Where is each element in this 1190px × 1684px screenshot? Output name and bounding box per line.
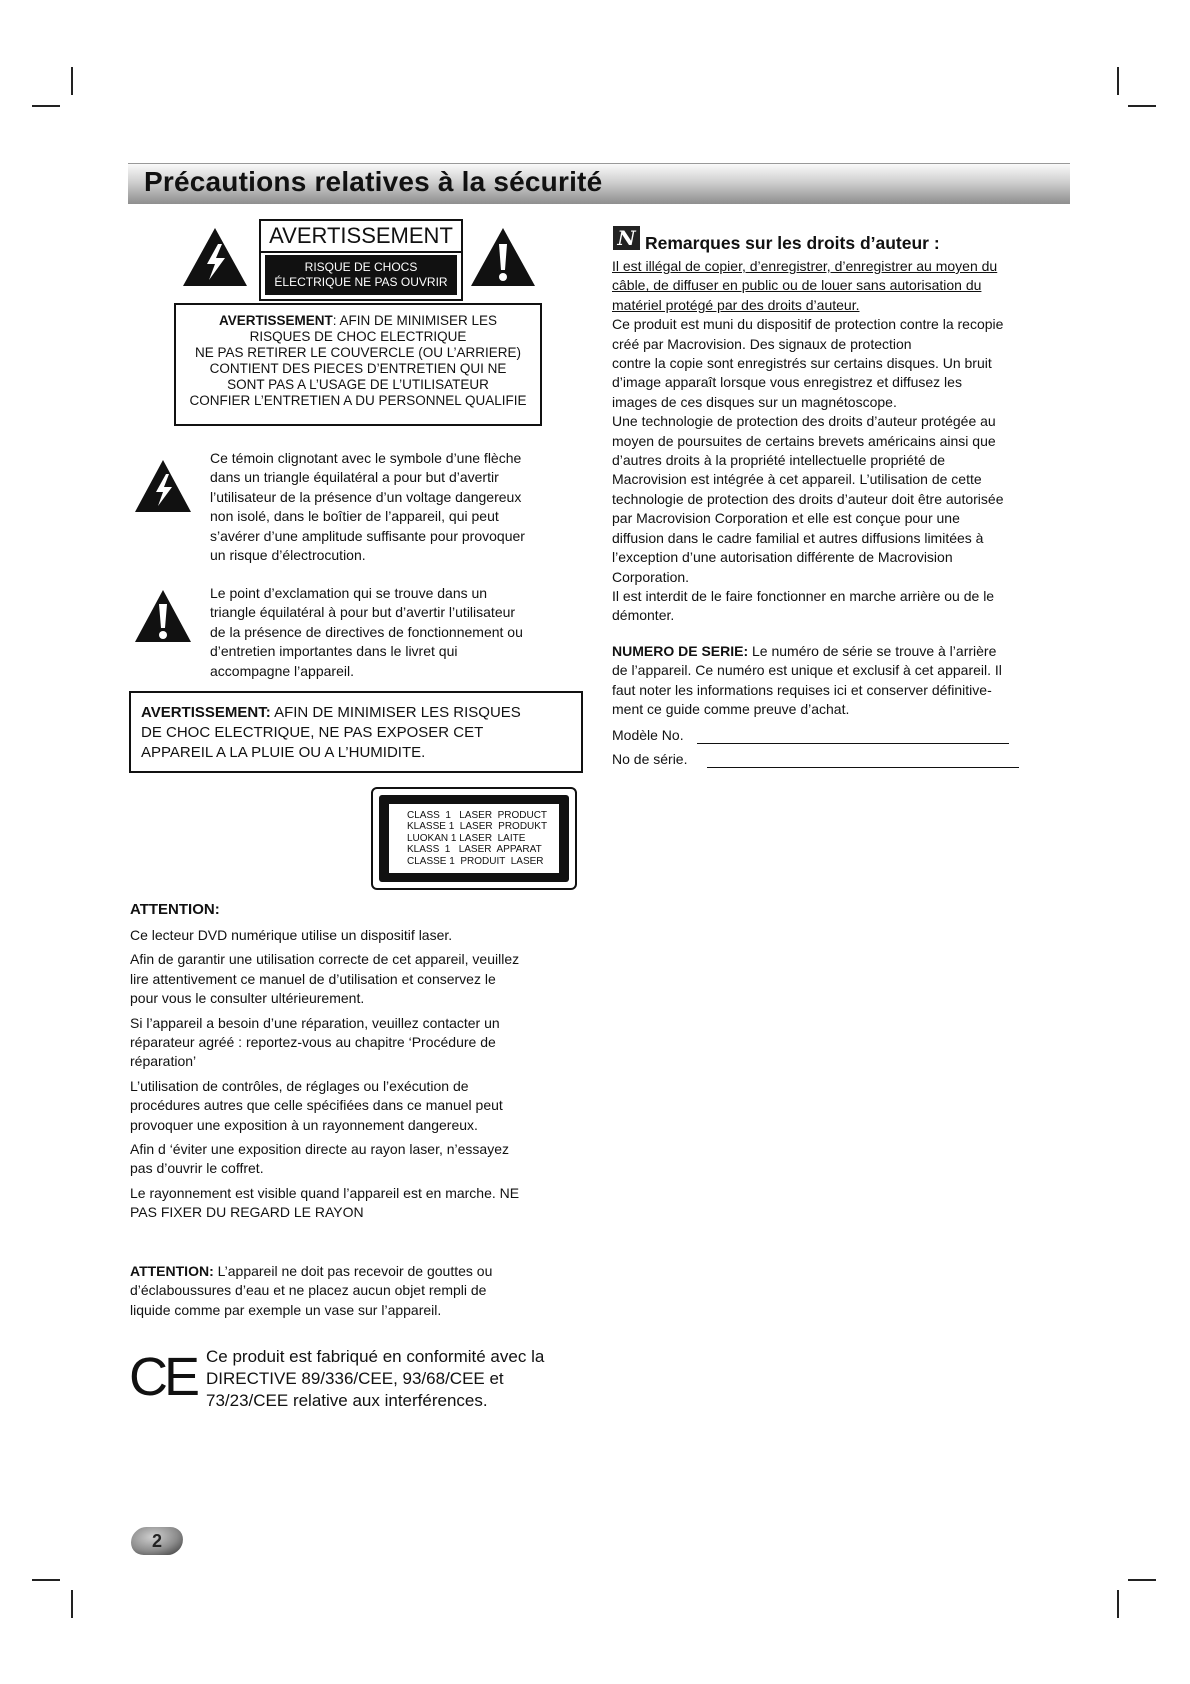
text-line: pas d’ouvrir le coffret. xyxy=(130,1160,264,1177)
serial-number-field[interactable] xyxy=(612,750,1022,769)
text-line: un risque d’électrocution. xyxy=(210,547,366,564)
warning-label-line: ÉLECTRIQUE NE PAS OUVRIR xyxy=(274,275,448,289)
warning-box-line: CONFIER L’ENTRETIEN A DU PERSONNEL QUALIFIE xyxy=(189,393,527,408)
crop-mark xyxy=(71,1590,73,1618)
crop-mark xyxy=(1128,105,1156,107)
text-line: L’utilisation de contrôles, de réglages ou l’exécution de xyxy=(130,1077,469,1094)
text-line: d’entretien importantes dans le livret qui xyxy=(210,643,458,660)
text-line: Afin de garantir une utilisation correcte de cet appareil, veuillez xyxy=(130,951,520,968)
warning-box-line: NE PAS RETIRER LE COUVERCLE (OU L’ARRIERE) xyxy=(194,345,522,360)
laser-label-line: KLASS 1 LASER APPARAT xyxy=(407,844,542,856)
crop-mark xyxy=(32,105,60,107)
text-line: s’avérer d’une amplitude suffisante pour provoquer xyxy=(210,527,525,544)
text-line: L’appareil ne doit pas recevoir de gouttes ou xyxy=(213,1263,493,1279)
text-line: Macrovision est intégrée à cet appareil. L’utilisation de cette xyxy=(612,471,982,488)
text-line: dans un triangle équilatéral a pour but d’avertir xyxy=(210,469,499,486)
exclamation-triangle-icon xyxy=(469,226,537,288)
text-line: réparation’ xyxy=(130,1053,197,1070)
copyright-body xyxy=(612,257,1072,626)
text-line: Le numéro de série se trouve à l’arrière xyxy=(748,643,997,659)
text-line: AFIN DE MINIMISER LES RISQUES xyxy=(270,704,521,721)
text-line: contre la copie sont enregistrés sur certains disques. Un bruit xyxy=(612,355,992,372)
text-line: par Macrovision Corporation et elle est conçue pour une xyxy=(612,510,960,527)
attention-heading: ATTENTION: xyxy=(130,901,220,918)
text-line: Si l’appareil a besoin d’une réparation, veuillez contacter un xyxy=(130,1014,500,1031)
warning-label-title: AVERTISSEMENT xyxy=(261,221,461,253)
attention-paragraph xyxy=(130,1014,590,1072)
page-number: 2 xyxy=(151,1531,162,1551)
warning-label xyxy=(259,219,463,301)
text-line: PAS FIXER DU REGARD LE RAYON xyxy=(130,1204,364,1221)
attention-paragraph xyxy=(130,1077,590,1135)
text-line: APPAREIL A LA PLUIE OU A L’HUMIDITE. xyxy=(141,744,426,761)
crop-mark xyxy=(71,67,73,95)
warning-lead: AVERTISSEMENT: xyxy=(141,704,271,721)
ce-compliance-text xyxy=(206,1346,586,1412)
warning-box xyxy=(174,303,542,426)
text-line: liquide comme par exemple un vase sur l’appareil. xyxy=(130,1301,442,1318)
laser-label-frame xyxy=(379,795,569,882)
text-line: câble, de diffuser en public ou de louer sans autorisation du xyxy=(612,277,982,294)
crop-mark xyxy=(1117,1590,1119,1618)
model-number-field[interactable] xyxy=(612,726,1012,745)
text-line: triangle équilatéral à pour but d’avertir l’utilisateur xyxy=(210,604,516,621)
attention-paragraph xyxy=(130,1184,590,1223)
text-line: Ce produit est muni du dispositif de protection contre la recopie xyxy=(612,316,1004,333)
text-line: d’autres droits à la propriété intellectuelle propriété de xyxy=(612,452,946,469)
moisture-warning-box xyxy=(129,691,583,773)
text-line: DE CHOC ELECTRIQUE, NE PAS EXPOSER CET xyxy=(141,724,484,741)
lightning-triangle-icon xyxy=(181,226,249,288)
page-number-badge xyxy=(128,1527,186,1555)
attention-body xyxy=(130,926,590,1223)
warning-box-line: CONTIENT DES PIECES D’ENTRETIEN QUI NE xyxy=(209,361,507,376)
warning-box-line: SONT PAS A L’USAGE DE L’UTILISATEUR xyxy=(227,377,489,392)
text-line: images de ces disques sur un magnétoscope. xyxy=(612,393,897,410)
text-line: lire attentivement ce manuel de d’utilisation et conservez le xyxy=(130,970,496,987)
text-line: Ce lecteur DVD numérique utilise un dispositif laser. xyxy=(130,927,453,943)
text-line: ment ce guide comme preuve d’achat. xyxy=(612,701,850,718)
title-bar xyxy=(128,163,1070,204)
warning-box-line: : AFIN DE MINIMISER LES xyxy=(332,313,498,328)
text-line: Le point d’exclamation qui se trouve dans un xyxy=(210,585,488,601)
text-line: Ce produit est fabriqué en conformité avec la xyxy=(206,1347,545,1366)
laser-label-line: LUOKAN 1 LASER LAITE xyxy=(407,832,526,844)
exclamation-triangle-icon xyxy=(133,588,193,644)
laser-label-line: CLASS 1 LASER PRODUCT xyxy=(407,810,548,821)
copyright-title: Remarques sur les droits d’auteur : xyxy=(645,233,940,253)
serial-number-section xyxy=(612,642,1072,720)
text-line: de la présence de directives de fonctionnement ou xyxy=(210,623,523,640)
crop-mark xyxy=(1128,1579,1156,1581)
warning-label-line: RISQUE DE CHOCS xyxy=(304,260,418,274)
model-number-line xyxy=(697,743,1009,744)
exclamation-symbol-text xyxy=(210,584,590,681)
attention-lead: ATTENTION: xyxy=(130,1263,214,1279)
text-line: moyen de poursuites de certains brevets américains ainsi que xyxy=(612,432,996,449)
attention-paragraph xyxy=(130,1140,590,1179)
laser-label-line: CLASSE 1 PRODUIT LASER xyxy=(407,855,544,867)
text-line: non isolé, dans le boîtier de l’appareil, qui peut xyxy=(210,508,499,525)
text-line: Afin d ‘éviter une exposition directe au rayon laser, n’essayez xyxy=(130,1141,509,1158)
model-number-label: Modèle No. xyxy=(612,727,684,743)
text-line: d’éclaboussures d’eau et ne placez aucun objet rempli de xyxy=(130,1282,487,1299)
serial-number-label: No de série. xyxy=(612,751,688,767)
text-line: diffusion dans le cadre familial et autres diffusions limitées à xyxy=(612,529,984,546)
serial-number-line xyxy=(707,767,1019,768)
attention-paragraph xyxy=(130,926,590,945)
text-line: Une technologie de protection des droits d’auteur protégée au xyxy=(612,413,996,430)
laser-product-label xyxy=(371,787,577,890)
text-line: démonter. xyxy=(612,607,675,624)
lightning-triangle-icon xyxy=(133,458,193,514)
text-line: matériel protégé par des droits d’auteur. xyxy=(612,296,860,313)
text-line: créé par Macrovision. Des signaux de protection xyxy=(612,335,912,352)
attention-paragraph xyxy=(130,950,590,1008)
crop-mark xyxy=(32,1579,60,1581)
warning-label-subtitle xyxy=(265,255,457,295)
text-line: Il est illégal de copier, d’enregistrer, d’enregistrer au moyen du xyxy=(612,258,998,274)
warning-box-line: RISQUES DE CHOC ELECTRIQUE xyxy=(249,329,467,344)
crop-mark xyxy=(1117,67,1119,95)
note-icon: N xyxy=(613,226,640,250)
text-line: de l’appareil. Ce numéro est unique et exclusif à cet appareil. Il xyxy=(612,662,1002,679)
text-line: l’utilisateur de la présence d’un voltage dangereux xyxy=(210,488,522,505)
laser-label-text xyxy=(389,804,559,873)
text-line: réparateur agréé : reportez-vous au chapitre ‘Procédure de xyxy=(130,1034,496,1051)
text-line: DIRECTIVE 89/336/CEE, 93/68/CEE et xyxy=(206,1369,504,1388)
page-title: Précautions relatives à la sécurité xyxy=(144,166,603,197)
text-line: Ce témoin clignotant avec le symbole d’une flèche xyxy=(210,450,522,466)
serial-lead: NUMERO DE SERIE: xyxy=(612,643,749,659)
laser-label-line: KLASSE 1 LASER PRODUKT xyxy=(407,821,548,833)
text-line: procédures autres que celle spécifiées dans ce manuel peut xyxy=(130,1097,503,1114)
text-line: technologie de protection des droits d’auteur doit être autorisée xyxy=(612,490,1004,507)
warning-box-lead: AVERTISSEMENT xyxy=(218,313,333,328)
text-line: faut noter les informations requises ici et conserver définitive- xyxy=(612,681,992,698)
text-line: pour vous le consulter ultérieurement. xyxy=(130,990,365,1007)
text-line: l’exception d’une autorisation différente de Macrovision xyxy=(612,549,953,566)
text-line: Corporation. xyxy=(612,568,690,585)
attention-liquid xyxy=(130,1262,590,1320)
text-line: d’image apparaît lorsque vous enregistrez et diffusez les xyxy=(612,374,962,391)
text-line: Il est interdit de le faire fonctionner en marche arrière ou de le xyxy=(612,587,995,604)
text-line: provoquer une exposition à un rayonnement dangereux. xyxy=(130,1116,478,1133)
lightning-symbol-text xyxy=(210,449,590,565)
text-line: accompagne l’appareil. xyxy=(210,662,354,679)
text-line: 73/23/CEE relative aux interférences. xyxy=(206,1391,488,1410)
ce-mark-logo: CE xyxy=(129,1347,197,1407)
text-line: Le rayonnement est visible quand l’appareil est en marche. NE xyxy=(130,1184,520,1201)
